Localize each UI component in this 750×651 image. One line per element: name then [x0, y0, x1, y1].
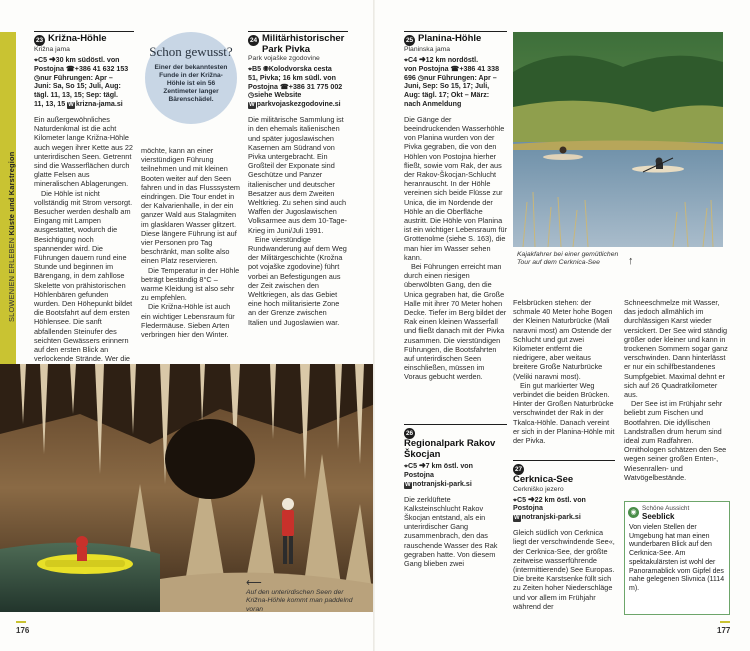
page-number: 177 [717, 626, 731, 635]
entry-subtitle: Park vojaške zgodovine [248, 55, 320, 62]
entry-info: ⌖C5 ➜30 km südöstl. von Postojna ☎+386 41 632 153 ◷nur Führungen: Apr – Juni: Sa, So 15; Juli, Aug: tägl. 11, 13, 15; Sep: tägl. 11, 13, 15 W krizna-jama.si [34, 56, 129, 108]
web-icon: W [68, 101, 74, 108]
column-rule [513, 460, 615, 461]
entry-pivka [248, 34, 348, 327]
entry-body: Ein außergewöhnliches Naturdenkmal ist die acht Kilometer lange Križna-Höhle auch wegen ihrer Kette aus 22 unterirdischen Seen. Getrennt sind die Wasserflächen durch glatte Felsen aus mineralischen Ablagerungen. Die Höhle ist nicht vollständig mit Strom versorgt. Besucher werden deshalb am Eingang mit Lampen ausgestattet, wodurch die Besichtigung noch spannender wird. Die Führungen dauern rund eine Stunde und beginnen im Bärengang, in dem zahllose Skelette von prähistorischen Höhlenbären gefunden wurden. Den Höhepunkt bildet die Bootsfahrt auf dem ersten Höhlensee. Die sanft abfallenden Steinufer des seichten Gewässers erinnern auf den ersten Blick an verlockende Strände. Wer die [34, 114, 133, 364]
entry-info: ⌖C5 ➜7 km östl. von Postojna W notranjski-park.si [404, 462, 473, 488]
walk-icon: ➜ [419, 56, 426, 64]
section-tab-title: Küste und Karstregion [7, 151, 16, 236]
column-rule [34, 31, 134, 32]
cave-photo [0, 364, 375, 612]
website-link[interactable]: notranjski-park.si [521, 513, 581, 522]
entry-info: ⌖C4 ➜12 km nordöstl. von Postojna ☎+386 41 338 696 ◷nur Führungen: Apr – Juni, Sep: So 15, 17; Juli, Aug: tägl. 17; Okt – März: nach Anmeldung [404, 56, 500, 108]
entry-info: ⌖C5 ➜22 km östl. von Postojna W notranjski-park.si [513, 495, 586, 522]
website-link[interactable]: krizna-jama.si [75, 99, 123, 108]
entry-number: 25 [405, 37, 414, 44]
entry-number: 26 [405, 430, 414, 437]
entry-subtitle: Cerkniško jezero [513, 485, 564, 493]
map-pin-icon: ⌖ [513, 495, 517, 504]
lake-caption-block [517, 251, 627, 268]
map-pin-icon: ⌖ [404, 56, 408, 64]
entry-planina [404, 34, 508, 382]
entry-number: 24 [249, 37, 258, 44]
tip-label: Schöne Aussicht [642, 505, 690, 512]
arrow-up-icon: ↑ [628, 255, 634, 267]
photo-caption: Kajakfahrer bei einer gemütlichen Tour auf dem Cerknica-See [517, 251, 619, 267]
column-rule [404, 424, 507, 425]
walk-icon: ➜ [528, 495, 535, 504]
walk-icon: ➜ [419, 462, 426, 470]
section-tab-label [7, 152, 16, 322]
cerknica-continuation: Schneeschmelze mit Wasser, das jedoch allmählich im durchlässigen Karst wieder versickert. Der See wird ständig größer oder kleiner und kann in trockenen Sommern sogar ganz verschwinden. Dann hinterlässt er nur ein schilfbestandenes Sumpfgebiet. Maximal dehnt er sich auf 26 Quadratkilometer aus. Der See ist im Frühjahr sehr beliebt zum Fischen und Bootfahren. Die idyllischen Landstraßen drum herum sind ideal zum Radfahren. Ornithologen schätzen den See wegen seiner großen Enten-, Wiesenrallen- und Watvögelbestände. [624, 298, 728, 482]
page-number-accent [16, 621, 26, 623]
entry-body: Die zerklüftete Kalksteinschlucht Rakov Škocjan entstand, als ein unterirdischer Gang zusammenbrach, den das rauschende Wasser des Rak gegraben hatte. Von diesem Gang blieben zwei [404, 494, 498, 569]
tip-text: Von vielen Stellen der Umgebung hat man einen wunderbaren Blick auf den Cerknica-See. Am spektakulärsten ist wohl der Panoramablick vom Gipfel des nahe gelegenen Slivnica (1114 m). [629, 524, 725, 592]
entry-body: Gleich südlich von Cerknica liegt der verschwindende See«, der Cerknica-See, der größte zeitweise wasserführende (intermittierende) See Europas. Die breite Karstsenke füllt sich zu Zeiten hoher Niederschläge und vor allem im Frühjahr während der [513, 528, 615, 611]
photo-caption-block [246, 578, 366, 614]
phone-icon: ☎ [65, 64, 75, 73]
web-icon: W [249, 102, 255, 109]
map-pin-icon: ⌖ [404, 462, 408, 470]
entry-cerknica [513, 463, 615, 611]
lake-photo [513, 32, 723, 247]
entry-info: ⌖B5 ◉Kolodvorska cesta 51, Pivka; 16 km südl. von Postojna ☎+386 31 775 002 ◷siehe Website W parkvojaskezgodovine.si [248, 65, 343, 109]
entry-body: Die militärische Sammlung ist in den ehemals italienischen und später jugoslawischen Kasernen am Südrand von Pivka untergebracht. Ein Großteil der Exponate sind Geschütze und Panzer italienischer und deutscher Besatzer aus dem Zweiten Weltkrieg. Zu sehen sind auch Waffen der Jugoslawischen Volksarmee aus dem 10-Tage-Krieg im Juni/Juli 1991. Eine vierstündige Rundwanderung auf dem Weg der Militärgeschichte (Krožna pot vojaške zgodovine) führt vorbei an Befestigungen aus der Zeit zwischen den Weltkriegen, als das Gebiet eine hoch militarisierte Zone an der Grenze zwischen Italien und Jugoslawien war. [248, 115, 347, 327]
entry-body: Die Gänge der beeindruckenden Wasserhöhle von Planina wurden von der Pivka gegraben, die von den Höhlen von Postojna hierher fließt, sowie vom Rak, der aus der Rakov-Škocjan-Schlucht heranrauscht. In der Höhle vereinen sich beide Flüsse zur Unica, die im Nordende der Höhle an die Oberfläche austritt. Die Höhle von Planina ist ein wichtiger Lebensraum für Grottenolme (siehe S. 163), die man hier im Wasser sehen kann. Bei Führungen erreicht man durch einen riesigen überwölbten Gang, den die Unica gegraben hat, die Große Halle mit ihrer 70 Meter hohen Decke. Tiefer im Berg bildet der Rak einen kleinen Wasserfall und fließt danach mit der Pivka zusammen. Die vierstündigen Führungen, die Bootsfahrten auf unterirdischen Seen einschließen, müssen im Voraus gebucht werden. [404, 114, 508, 382]
clock-icon: ◷ [248, 91, 255, 100]
eye-icon: ◉ [628, 507, 639, 518]
krizna-continuation: möchte, kann an einer vierstündigen Führung teilnehmen und mit kleinen Booten weiter auf den Seen fahren und in das Flusssystem eindringen. Die Tour endet in der Kalvarienhalle, in der ein ganzer Wald aus Stalagmiten im glasklaren Wasser glitzert. Diese längere Führung ist auf vier Personen pro Tag beschränkt, man sollte also einen Platz reservieren. Die Temperatur in der Höhle beträgt beständig 8°C – warme Kleidung ist also sehr zu empfehlen. Die Križna-Höhle ist auch ein wichtiger Lebensraum für Fledermäuse. Sieben Arten verbringen hier den Winter. [141, 146, 240, 340]
map-pin-icon: ⌖ [34, 56, 38, 64]
did-you-know-title: Schon gewusst? [149, 44, 233, 59]
entry-title: Planina-Höhle [418, 33, 482, 44]
entry-number: 27 [514, 466, 523, 473]
did-you-know-text: Einer der bekanntesten Funde in der Križna-Höhle ist ein 56 Zentimeter langer Bärenschädel. [154, 64, 228, 103]
phone-icon: ☎ [450, 64, 460, 73]
did-you-know-bubble [145, 32, 237, 124]
tip-title: Seeblick [642, 512, 675, 521]
entry-subtitle: Križna jama [34, 46, 70, 53]
entry-number: 23 [35, 37, 44, 44]
walk-icon: ➜ [49, 56, 56, 64]
column-rule [248, 31, 348, 32]
entry-title: Križna-Höhle [48, 33, 107, 44]
arrow-left-icon: ⟵ [246, 577, 262, 589]
phone-icon: ☎ [279, 82, 289, 91]
entry-subtitle: Planinska jama [404, 46, 451, 53]
website-link[interactable]: notranjski-park.si [412, 479, 472, 488]
entry-rakov-skocjan [404, 427, 508, 568]
entry-title: Militärhistorischer Park Pivka [262, 33, 345, 55]
entry-title: Cerknica-See [513, 474, 574, 485]
photo-caption: Auf den unterirdischen Seen der Križna-Höhle kommt man paddelnd voran [246, 589, 353, 613]
entry-title: Regionalpark Rakov Škocjan [404, 438, 496, 460]
entry-krizna [34, 34, 134, 373]
location-icon: ◉ [263, 65, 269, 73]
web-icon: W [405, 481, 411, 488]
section-tab-prefix: SLOWENIEN ERLEBEN [7, 237, 16, 322]
page-number-accent [720, 621, 730, 623]
website-link[interactable]: parkvojaskezgodovine.si [256, 100, 341, 109]
clock-icon: ◷ [417, 73, 425, 82]
web-icon: W [514, 515, 520, 522]
column-rule [404, 31, 507, 32]
rakov-continuation: Felsbrücken stehen: der schmale 40 Meter hohe Bogen der Kleinen Naturbrücke (Mali naravni most) am Ostende der Schlucht und gut zwei Kilometer entfernt die niedrigere, aber weitaus breitere Große Naturbrücke (Veliki naravni most). Ein gut markierter Weg verbindet die beiden Brücken. Hinter der Großen Naturbrücke verschwindet der Rak in der Tkalca-Höhle. Danach vereint er sich in der Planina-Höhle mit der Pivka. [513, 298, 615, 446]
map-pin-icon: ⌖ [248, 65, 252, 73]
tip-box [624, 501, 730, 615]
page-number: 176 [16, 626, 30, 635]
clock-icon: ◷ [34, 73, 41, 82]
